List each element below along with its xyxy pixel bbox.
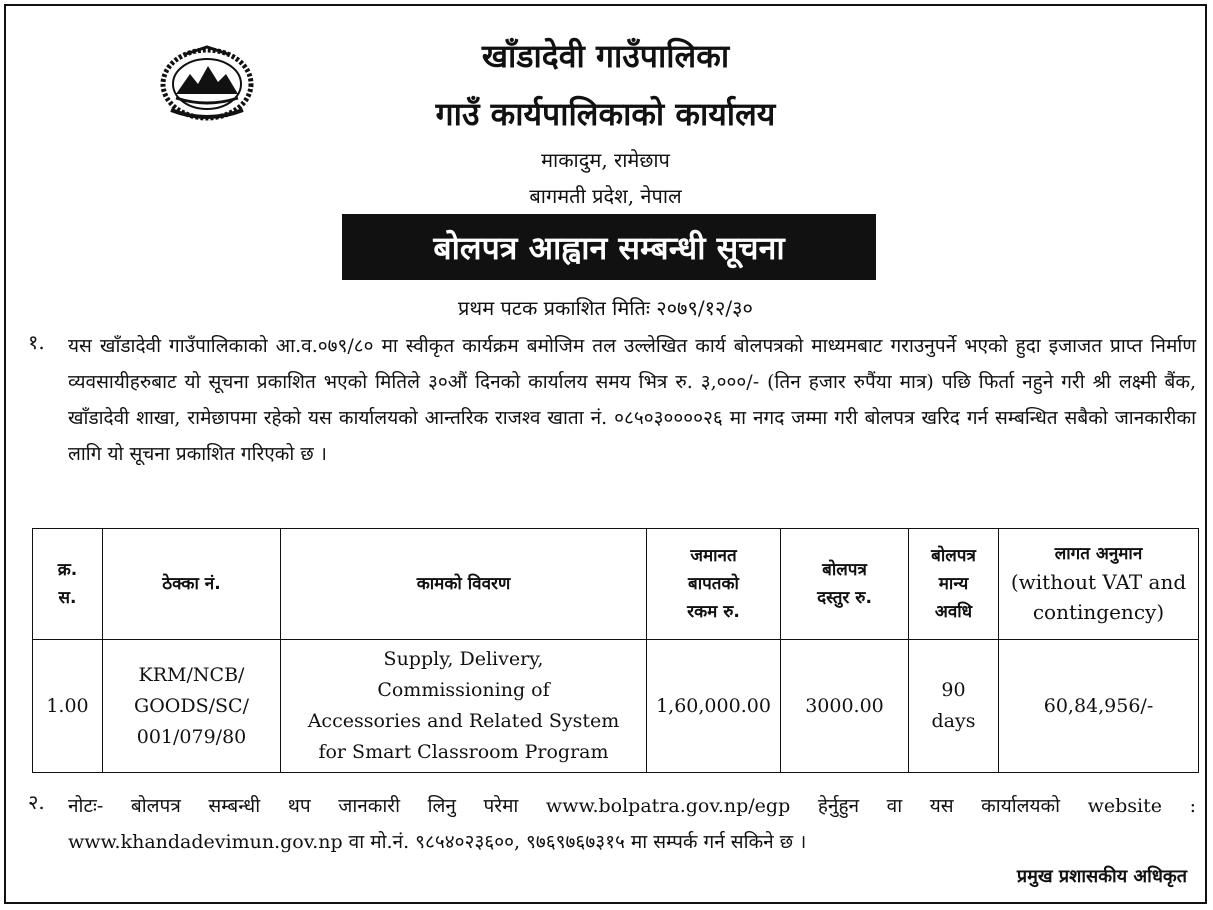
header-contract-no: ठेक्का नं. [103,529,281,640]
table-header-row [33,529,1199,640]
cell-fee: 3000.00 [781,640,909,773]
cell-estimate: 60,84,956/- [999,640,1199,773]
address-line-2: बागमती प्रदेश, नेपाल [529,184,682,208]
signature-title: प्रमुख प्रशासकीय अधिकृत [1016,866,1187,887]
cell-sn: 1.00 [33,640,103,773]
header-fee: बोलपत्र दस्तुर रु. [781,529,909,640]
table-row [33,640,1199,773]
municipality-title: खाँडादेवी गाउँपालिका [481,37,730,75]
cell-description: Supply, Delivery, Commissioning of Accessories and Related System for Smart Classroom Program [281,640,647,773]
publish-date: प्रथम पटक प्रकाशित मितिः २०७९/१२/३० [458,296,753,320]
cell-deposit: 1,60,000.00 [647,640,781,773]
note-text: नोटः- बोलपत्र सम्बन्धी थप जानकारी लिनु परेमा www.bolpatra.gov.np/egp हेर्नुहुन वा यस कार्यालयको website : www.khandadevimun.gov.np वा मो.नं. ९८५४०२३६००, ९७६९७६७३१५ मा सम्पर्क गर्न सकिने छ । [68,795,1196,853]
tender-table [32,528,1199,773]
cell-contract-no: KRM/NCB/ GOODS/SC/ 001/079/80 [103,640,281,773]
cell-validity: 90 days [909,640,999,773]
header-deposit: जमानत बापतको रकम रु. [647,529,781,640]
note-number: २. [28,790,45,814]
notice-banner: बोलपत्र आह्वान सम्बन्धी सूचना [342,214,876,280]
header-sn: क्र. स. [33,529,103,640]
office-title: गाउँ कार्यपालिकाको कार्यालय [435,95,776,133]
header-validity: बोलपत्र मान्य अवधि [909,529,999,640]
header-description: कामको विवरण [281,529,647,640]
paragraph-text: यस खाँडादेवी गाउँपालिकाको आ.व.०७९/८० मा स्वीकृत कार्यक्रम बमोजिम तल उल्लेखित कार्य बोलपत्रको माध्यमबाट गराउनुपर्ने भएको हुदा इजाजत प्राप्त निर्माण व्यवसायीहरुबाट यो सूचना प्रकाशित भएको मितिले ३०औं दिनको कार्यालय समय भित्र रु. ३,०००/- (तिन हजार रुपैंया मात्र) पछि फिर्ता नहुने गरी श्री लक्ष्मी बैंक, खाँडादेवी शाखा, रामेछापमा रहेको यस कार्यालयको आन्तरिक राजश्व खाता नं. ०८५०३००००२६ मा नगद जम्मा गरी बोलपत्र खरिद गर्न सम्बन्धित सबैको जानकारीका लागि यो सूचना प्रकाशित गरिएको छ । [68,335,1196,465]
notice-page [4,4,1207,904]
address-line-1: माकादुम, रामेछाप [541,148,670,172]
header-estimate: लागत अनुमान (without VAT and contingency) [999,529,1199,640]
paragraph-number: १. [28,330,45,354]
